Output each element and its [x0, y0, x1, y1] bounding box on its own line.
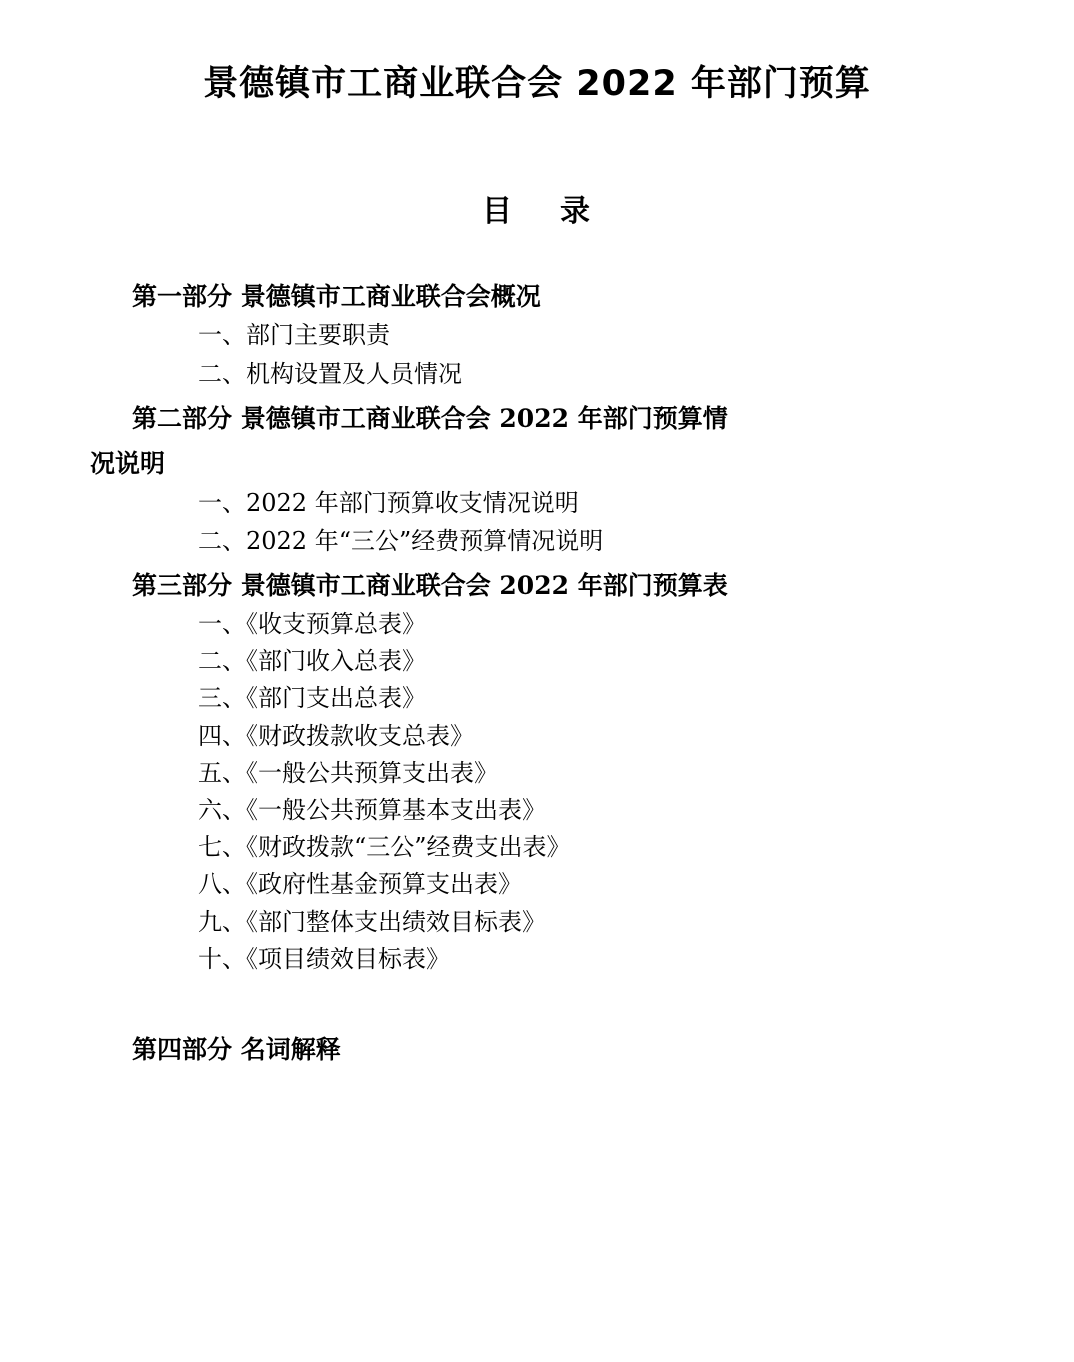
- toc-section-heading-part-one[interactable]: 第一部分 景德镇市工商业联合会概况: [132, 281, 541, 311]
- toc-heading-left: 目: [482, 193, 514, 229]
- toc-item[interactable]: 十、《项目绩效目标表》: [198, 944, 450, 973]
- toc-spacer: [90, 978, 984, 1030]
- toc-section-heading-part-four[interactable]: 第四部分 名词解释: [132, 1034, 341, 1064]
- toc-item[interactable]: 六、《一般公共预算基本支出表》: [198, 795, 546, 824]
- toc-item[interactable]: 一、部门主要职责: [198, 321, 390, 350]
- toc-item[interactable]: 一、2022 年部门预算收支情况说明: [198, 488, 579, 517]
- toc-item[interactable]: 七、《财政拨款“三公”经费支出表》: [198, 833, 571, 862]
- toc-section-heading-part-two-line2[interactable]: 况说明: [90, 448, 166, 478]
- toc-item[interactable]: 四、《财政拨款收支总表》: [198, 721, 474, 750]
- toc-item[interactable]: 二、机构设置及人员情况: [198, 360, 462, 389]
- toc-heading-right: 录: [560, 193, 592, 229]
- table-of-contents: [90, 278, 984, 1066]
- toc-item[interactable]: 八、《政府性基金预算支出表》: [198, 870, 522, 899]
- page-title: 景德镇市工商业联合会 2022 年部门预算: [203, 64, 871, 104]
- document-page: [0, 62, 1074, 1362]
- toc-item[interactable]: 一、《收支预算总表》: [198, 610, 426, 638]
- toc-section-heading-part-three[interactable]: 第三部分 景德镇市工商业联合会 2022 年部门预算表: [132, 571, 728, 601]
- toc-section-heading-part-two-line1[interactable]: 第二部分 景德镇市工商业联合会 2022 年部门预算情: [132, 404, 728, 433]
- toc-item[interactable]: 五、《一般公共预算支出表》: [198, 758, 498, 787]
- toc-item[interactable]: 九、《部门整体支出绩效目标表》: [198, 907, 546, 936]
- toc-item[interactable]: 二、2022 年“三公”经费预算情况说明: [198, 527, 604, 556]
- toc-heading: [90, 186, 984, 230]
- toc-item[interactable]: 二、《部门收入总表》: [198, 647, 426, 676]
- toc-item[interactable]: 三、《部门支出总表》: [198, 684, 426, 713]
